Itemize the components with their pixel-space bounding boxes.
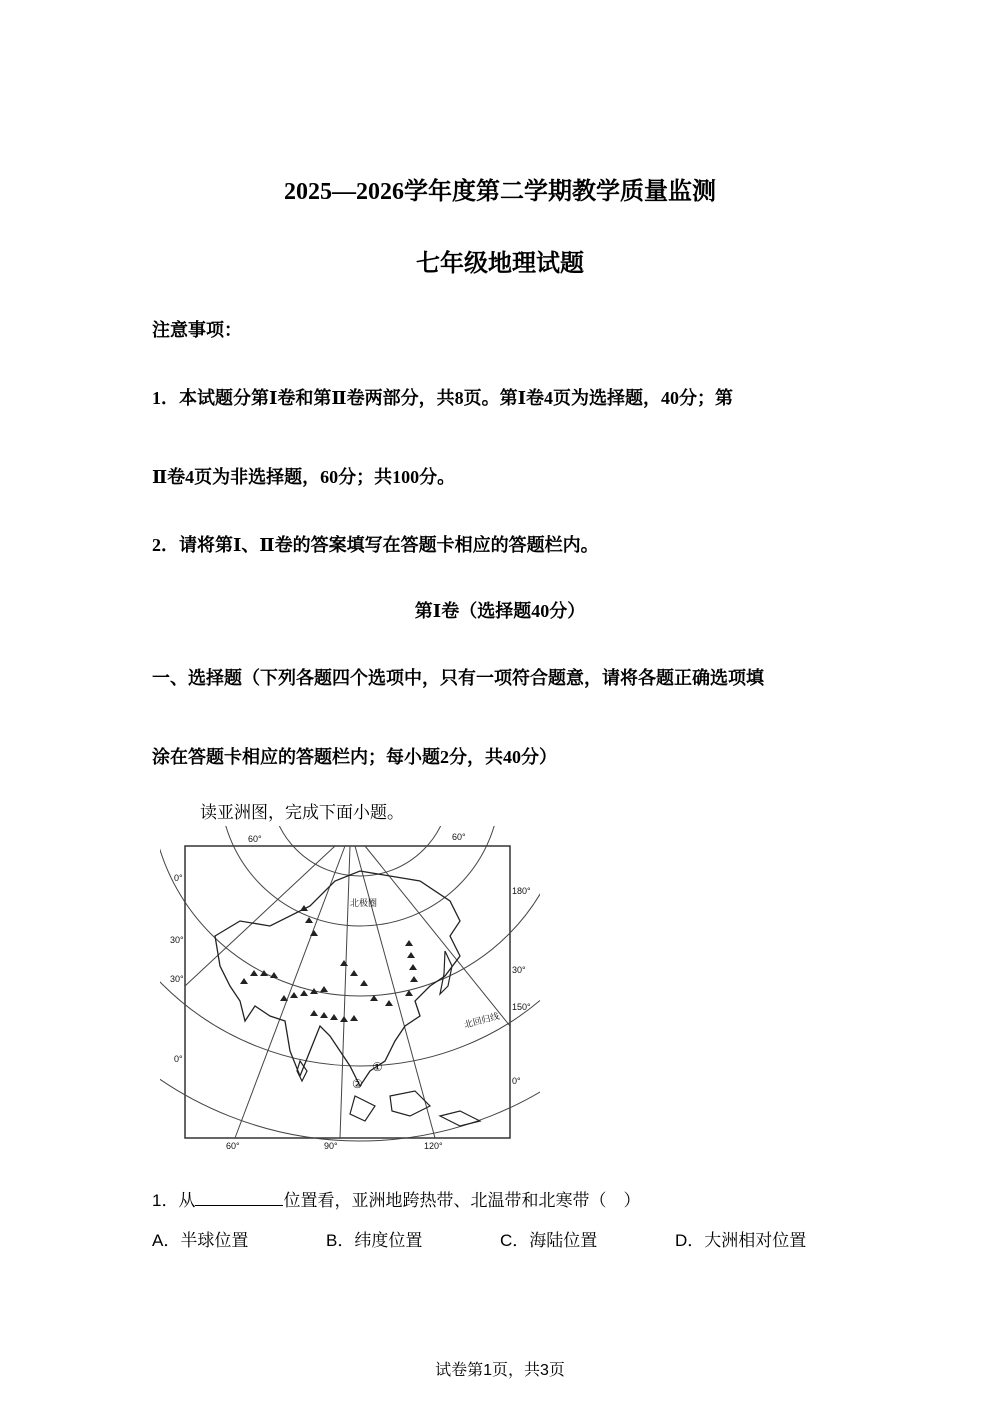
island-outline: [350, 1096, 375, 1121]
section-instruction-line-2: 涂在答题卡相应的答题栏内；每小题2分，共40分）: [152, 747, 557, 767]
island-outline: [390, 1091, 430, 1116]
arctic-circle-label: 北极圈: [350, 898, 378, 908]
notice-heading: 注意事项：: [152, 320, 242, 340]
map-intro: 读亚洲图，完成下面小题。: [200, 803, 404, 822]
lon-label: 180°: [512, 886, 531, 896]
notice-item-1-line-2: Ⅱ卷4页为非选择题，60分；共100分。: [152, 467, 456, 487]
lon-label: 60°: [248, 834, 262, 844]
page-footer: 试卷第1页，共3页: [435, 1362, 565, 1379]
option-d: D．大洲相对位置: [675, 1231, 807, 1250]
asia-outline: [215, 871, 460, 1086]
answer-blank: [195, 1189, 283, 1206]
lat-label: 30°: [512, 965, 526, 975]
marker-1: ①: [372, 1060, 383, 1074]
section-instruction-line-1: 一、选择题（下列各题四个选项中，只有一项符合题意，请将各题正确选项填: [152, 668, 764, 688]
lat-label: 0°: [512, 1076, 521, 1086]
question-1-suffix: 位置看，亚洲地跨热带、北温带和北寒带（ ）: [283, 1191, 641, 1210]
lat-label: 30°: [170, 935, 184, 945]
tropic-of-cancer-label: 北回归线: [462, 1010, 501, 1030]
section-title: 第Ⅰ卷（选择题40分）: [414, 601, 586, 621]
notice-item-1-line-1: 1．本试题分第Ⅰ卷和第Ⅱ卷两部分，共8页。第Ⅰ卷4页为选择题，40分；第: [152, 388, 734, 408]
lat-label: 0°: [174, 1054, 183, 1064]
lon-label: 150°: [512, 1002, 531, 1012]
notice-item-2: 2．请将第Ⅰ、Ⅱ卷的答案填写在答题卡相应的答题栏内。: [152, 535, 599, 555]
lat-label: 30°: [170, 974, 184, 984]
island-outline: [440, 1111, 480, 1126]
lon-label: 60°: [226, 1141, 240, 1151]
option-b: B．纬度位置: [326, 1231, 423, 1250]
marker-2: ②: [352, 1077, 363, 1091]
lon-label: 120°: [424, 1141, 443, 1151]
lat-label: 0°: [174, 873, 183, 883]
latitude-lines: [160, 826, 540, 1141]
asia-map: [160, 826, 540, 1156]
exam-subtitle: 七年级地理试题: [416, 251, 584, 277]
option-c: C．海陆位置: [500, 1231, 598, 1250]
exam-title: 2025—2026学年度第二学期教学质量监测: [284, 179, 716, 205]
question-1: [152, 1186, 640, 1211]
question-1-prefix: 1．从: [152, 1191, 196, 1210]
option-a: A．半球位置: [152, 1231, 249, 1250]
japan-outline: [440, 951, 452, 994]
lon-label: 90°: [324, 1141, 338, 1151]
lon-label: 60°: [452, 832, 466, 842]
